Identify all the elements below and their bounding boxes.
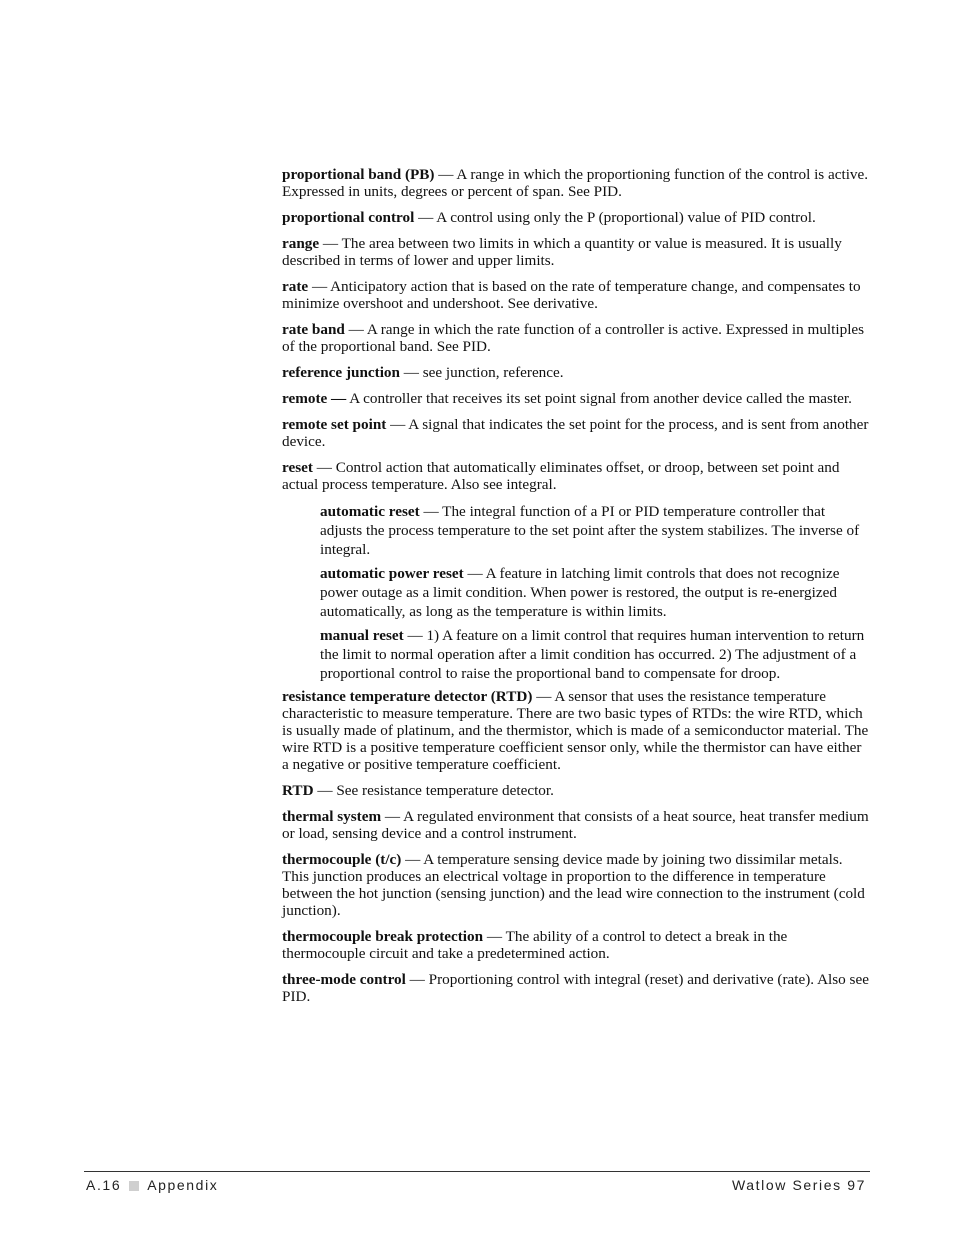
glossary-sub-entry <box>320 626 870 683</box>
entry-definition: — A regulated environment that consists of a heat source, heat transfer medium or load, sensing device and a control instrument. <box>282 808 869 842</box>
entry-definition: — A signal that indicates the set point for the process, and is sent from another device. <box>282 416 869 450</box>
square-bullet-icon <box>129 1181 139 1191</box>
entry-term: thermal system <box>282 808 382 825</box>
entry-term: remote — <box>282 390 347 407</box>
glossary-entry <box>282 209 870 226</box>
entry-term: range <box>282 235 320 252</box>
footer-divider <box>84 1171 870 1172</box>
section-name: Appendix <box>147 1177 219 1193</box>
entry-term: three-mode control <box>282 971 406 988</box>
sub-entry-definition: — The integral function of a PI or PID temperature controller that adjusts the process temperature to the set point after the system stabilizes. The inverse of integral. <box>320 503 860 558</box>
sub-entry-term: automatic reset <box>320 503 420 520</box>
sub-entry-term: automatic power reset <box>320 565 464 582</box>
glossary-entry <box>282 235 870 269</box>
glossary-content <box>282 166 870 1014</box>
glossary-entry <box>282 851 870 919</box>
glossary-sub-entry <box>320 564 870 621</box>
footer-product-name: Watlow Series 97 <box>731 1177 866 1193</box>
glossary-entry <box>282 364 870 381</box>
entry-term: reset <box>282 459 313 476</box>
entry-definition: — Anticipatory action that is based on the rate of temperature change, and compensates to minimize overshoot and undershoot. See derivative. <box>282 278 861 312</box>
entry-definition: — Control action that automatically eliminates offset, or droop, between set point and actual process temperature. Also see integral. <box>282 459 840 493</box>
glossary-entry <box>282 390 870 407</box>
entry-term: proportional band (PB) <box>282 166 435 183</box>
glossary-entry <box>282 416 870 450</box>
entry-definition: — Proportioning control with integral (reset) and derivative (rate). Also see PID. <box>282 971 869 1005</box>
glossary-entry <box>282 808 870 842</box>
entry-term: reference junction <box>282 364 400 381</box>
glossary-entry <box>282 971 870 1005</box>
entry-definition: — The ability of a control to detect a break in the thermocouple circuit and take a predetermined action. <box>282 928 788 962</box>
entry-definition: — See resistance temperature detector. <box>313 782 554 799</box>
entry-definition: — A temperature sensing device made by joining two dissimilar metals. This junction produces an electrical voltage in proportion to the difference in temperature between the hot junction (sensing junction) and the lead wire connection to the instrument (cold junction). <box>282 851 865 919</box>
entry-definition: — A range in which the rate function of a controller is active. Expressed in multiples of the proportional band. See PID. <box>282 321 865 355</box>
glossary-entry <box>282 928 870 962</box>
sub-entry-term: manual reset <box>320 627 404 644</box>
entry-definition: — The area between two limits in which a quantity or value is measured. It is usually described in terms of lower and upper limits. <box>282 235 842 269</box>
entry-definition: A controller that receives its set point signal from another device called the master. <box>346 390 852 407</box>
entry-term: proportional control <box>282 209 415 226</box>
glossary-entry <box>282 278 870 312</box>
entry-term: thermocouple (t/c) <box>282 851 402 868</box>
glossary-entry <box>282 166 870 200</box>
entry-term: RTD <box>282 782 314 799</box>
entry-definition: — A sensor that uses the resistance temperature characteristic to measure temperature. There are two basic types of RTDs: the wire RTD, which is usually made of platinum, and the thermistor, which is made of a semiconductor material. The wire RTD is a positive temperature coefficient sensor only, while the thermistor can have either a negative or positive temperature coefficient. <box>282 688 869 773</box>
glossary-entry <box>282 321 870 355</box>
entry-term: remote set point <box>282 416 387 433</box>
glossary-entry <box>282 782 870 799</box>
sub-entry-definition: — A feature in latching limit controls that does not recognize power outage as a limit condition. When power is restored, the output is re-energized automatically, as long as the temperature is within limits. <box>320 565 840 620</box>
glossary-sub-entry <box>320 502 870 559</box>
entry-definition: — see junction, reference. <box>399 364 564 381</box>
glossary-entry <box>282 688 870 773</box>
page-number: A.16 <box>86 1177 122 1193</box>
footer-left <box>86 1177 218 1193</box>
entry-definition: — A range in which the proportioning function of the control is active. Expressed in units, degrees or percent of span. See PID. <box>282 166 869 200</box>
entry-term: thermocouple break protection <box>282 928 484 945</box>
entry-definition: — A control using only the P (proportional) value of PID control. <box>414 209 816 226</box>
sub-entry-definition: — 1) A feature on a limit control that requires human intervention to return the limit to normal operation after a limit condition has occurred. 2) The adjustment of a proportional control to raise the proportional band to compensate for droop. <box>320 627 865 682</box>
glossary-entry <box>282 459 870 493</box>
entry-term: rate <box>282 278 309 295</box>
entry-term: rate band <box>282 321 345 338</box>
entry-term: resistance temperature detector (RTD) <box>282 688 533 705</box>
